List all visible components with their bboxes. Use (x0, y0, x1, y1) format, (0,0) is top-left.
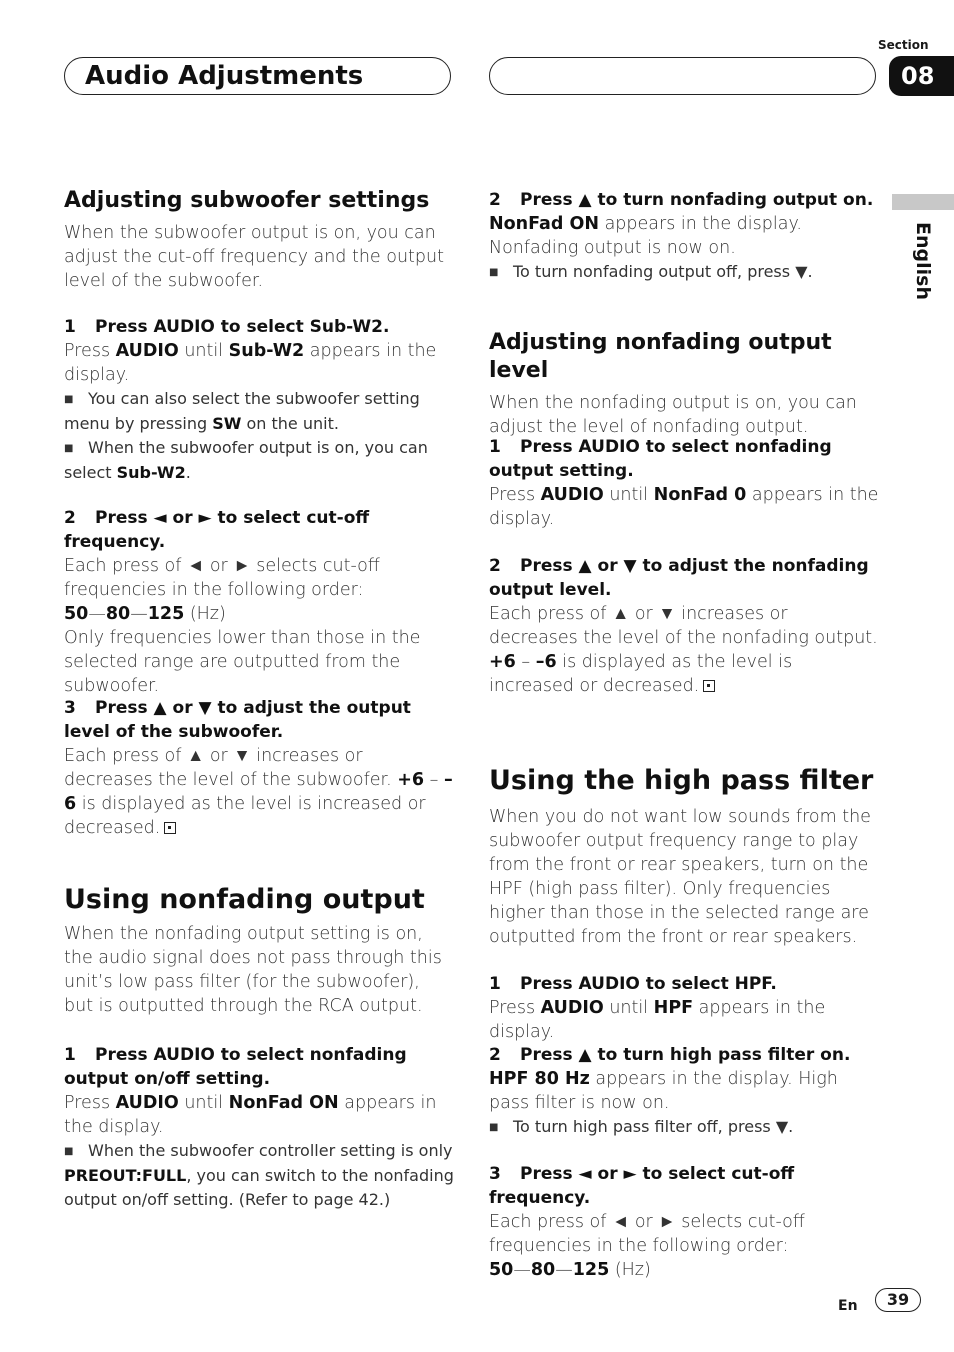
step-number: 2 (489, 556, 501, 576)
hpf-step-2 (489, 1043, 879, 1140)
note-item: ■ When the subwoofer controller setting is only PREOUT:FULL, you can switch to the nonfading output on/off setting. (Refer to page 42.) (64, 1141, 454, 1209)
step-number: 2 (64, 508, 76, 528)
end-mark-icon (703, 680, 715, 692)
note-item: ■ You can also select the subwoofer setting menu by pressing SW on the unit. (64, 389, 420, 433)
step-title: Press ▲ to turn nonfading output on. (520, 190, 874, 210)
step-body: Each press of ◄ or ► selects cut-off frequencies in the following order: (489, 1212, 805, 1256)
bullet-icon: ■ (489, 267, 499, 278)
step-body: Each press of ▲ or ▼ increases or decreases the level of the subwoofer. +6 – –6 is displayed as the level is increased or decreased. (64, 746, 453, 838)
footer-language: En (838, 1298, 858, 1314)
nonfading-level-heading: Adjusting nonfading output level (489, 330, 832, 383)
step-body: Press AUDIO until Sub-W2 appears in the display. (64, 341, 437, 385)
step-body: Press AUDIO until NonFad ON appears in the display. (64, 1093, 437, 1137)
page-number: 39 (875, 1288, 921, 1312)
header-title-box (64, 57, 451, 95)
step-number: 1 (489, 437, 501, 457)
step-title: Press ▲ to turn high pass filter on. (520, 1045, 851, 1065)
hpf-section (489, 765, 879, 949)
note-item: ■ To turn high pass filter off, press ▼. (489, 1115, 879, 1140)
subwoofer-intro: When the subwoofer output is on, you can adjust the cut-off frequency and the output level of the subwoofer. (64, 223, 444, 291)
step-body: NonFad ON appears in the display. Nonfading output is now on. (489, 214, 802, 258)
step-title: Press ▲ or ▼ to adjust the output level of the subwoofer. (64, 698, 411, 742)
step-number: 2 (489, 1045, 501, 1065)
subwoofer-step-1 (64, 315, 454, 485)
subwoofer-step-2 (64, 506, 454, 698)
nonfading-intro: When the nonfading output setting is on, the audio signal does not pass through this unit’s low pass filter (for the subwoofer), but is outputted through the RCA output. (64, 924, 442, 1016)
step-title: Press AUDIO to select nonfading output setting. (489, 437, 832, 481)
bullet-icon: ■ (64, 394, 74, 405)
subwoofer-section (64, 187, 454, 293)
nonfading-level-step-2 (489, 554, 879, 698)
hpf-heading: Using the high pass filter (489, 765, 874, 796)
section-label: Section (878, 38, 929, 52)
nonfading-step-2 (489, 188, 879, 285)
nonfading-step-1 (64, 1043, 454, 1212)
note-item: ■ When the subwoofer output is on, you can select Sub-W2. (64, 438, 428, 482)
step-number: 3 (489, 1164, 501, 1184)
nonfading-section (64, 884, 454, 1018)
header-blank-box (489, 57, 876, 95)
step-title: Press ◄ or ► to select cut-off frequency. (64, 508, 370, 552)
step-body: Press AUDIO until NonFad 0 appears in the display. (489, 485, 879, 529)
step-title: Press AUDIO to select Sub-W2. (95, 317, 390, 337)
language-label: English (912, 222, 934, 300)
step-number: 1 (64, 317, 76, 337)
hpf-step-1 (489, 972, 879, 1044)
step-title: Press ▲ or ▼ to adjust the nonfading output level. (489, 556, 869, 600)
step-body: HPF 80 Hz appears in the display. High pass filter is now on. (489, 1069, 838, 1113)
frequency-order: 50—80—125 (Hz) (64, 604, 226, 624)
bullet-icon: ■ (489, 1122, 499, 1133)
hpf-intro: When you do not want low sounds from the subwoofer output frequency range to play from the front or rear speakers, turn on the HPF (high pass filter). Only frequencies higher than those in the selected range are outputted from the front or rear speakers. (489, 807, 871, 947)
bullet-icon: ■ (64, 443, 74, 454)
step-title: Press AUDIO to select HPF. (520, 974, 777, 994)
section-number-tab: 08 (889, 56, 954, 96)
page-title: Audio Adjustments (85, 61, 364, 91)
step-number: 3 (64, 698, 76, 718)
bullet-icon: ■ (64, 1146, 74, 1157)
end-mark-icon (164, 822, 176, 834)
subwoofer-heading: Adjusting subwoofer settings (64, 188, 430, 213)
step-number: 1 (64, 1045, 76, 1065)
step-number: 1 (489, 974, 501, 994)
step-body: Each press of ◄ or ► selects cut-off frequencies in the following order: (64, 556, 380, 600)
step-note: Only frequencies lower than those in the selected range are outputted from the subwoofer. (64, 628, 421, 696)
nonfading-level-intro: When the nonfading output is on, you can adjust the level of nonfading output. (489, 393, 857, 437)
language-tab-bar (892, 194, 954, 210)
step-body: Each press of ▲ or ▼ increases or decreases the level of the nonfading output. +6 – –6 is displayed as the level is increased or decreased. (489, 604, 878, 696)
step-title: Press ◄ or ► to select cut-off frequency. (489, 1164, 795, 1208)
hpf-step-3 (489, 1162, 879, 1282)
step-title: Press AUDIO to select nonfading output on/off setting. (64, 1045, 407, 1089)
nonfading-heading: Using nonfading output (64, 884, 425, 915)
frequency-order: 50—80—125 (Hz) (489, 1260, 651, 1280)
nonfading-level-step-1 (489, 435, 879, 531)
nonfading-level-section (489, 329, 879, 439)
step-body: Press AUDIO until HPF appears in the display. (489, 998, 826, 1042)
subwoofer-step-3 (64, 696, 454, 840)
note-item: ■ To turn nonfading output off, press ▼. (489, 260, 879, 285)
step-number: 2 (489, 190, 501, 210)
